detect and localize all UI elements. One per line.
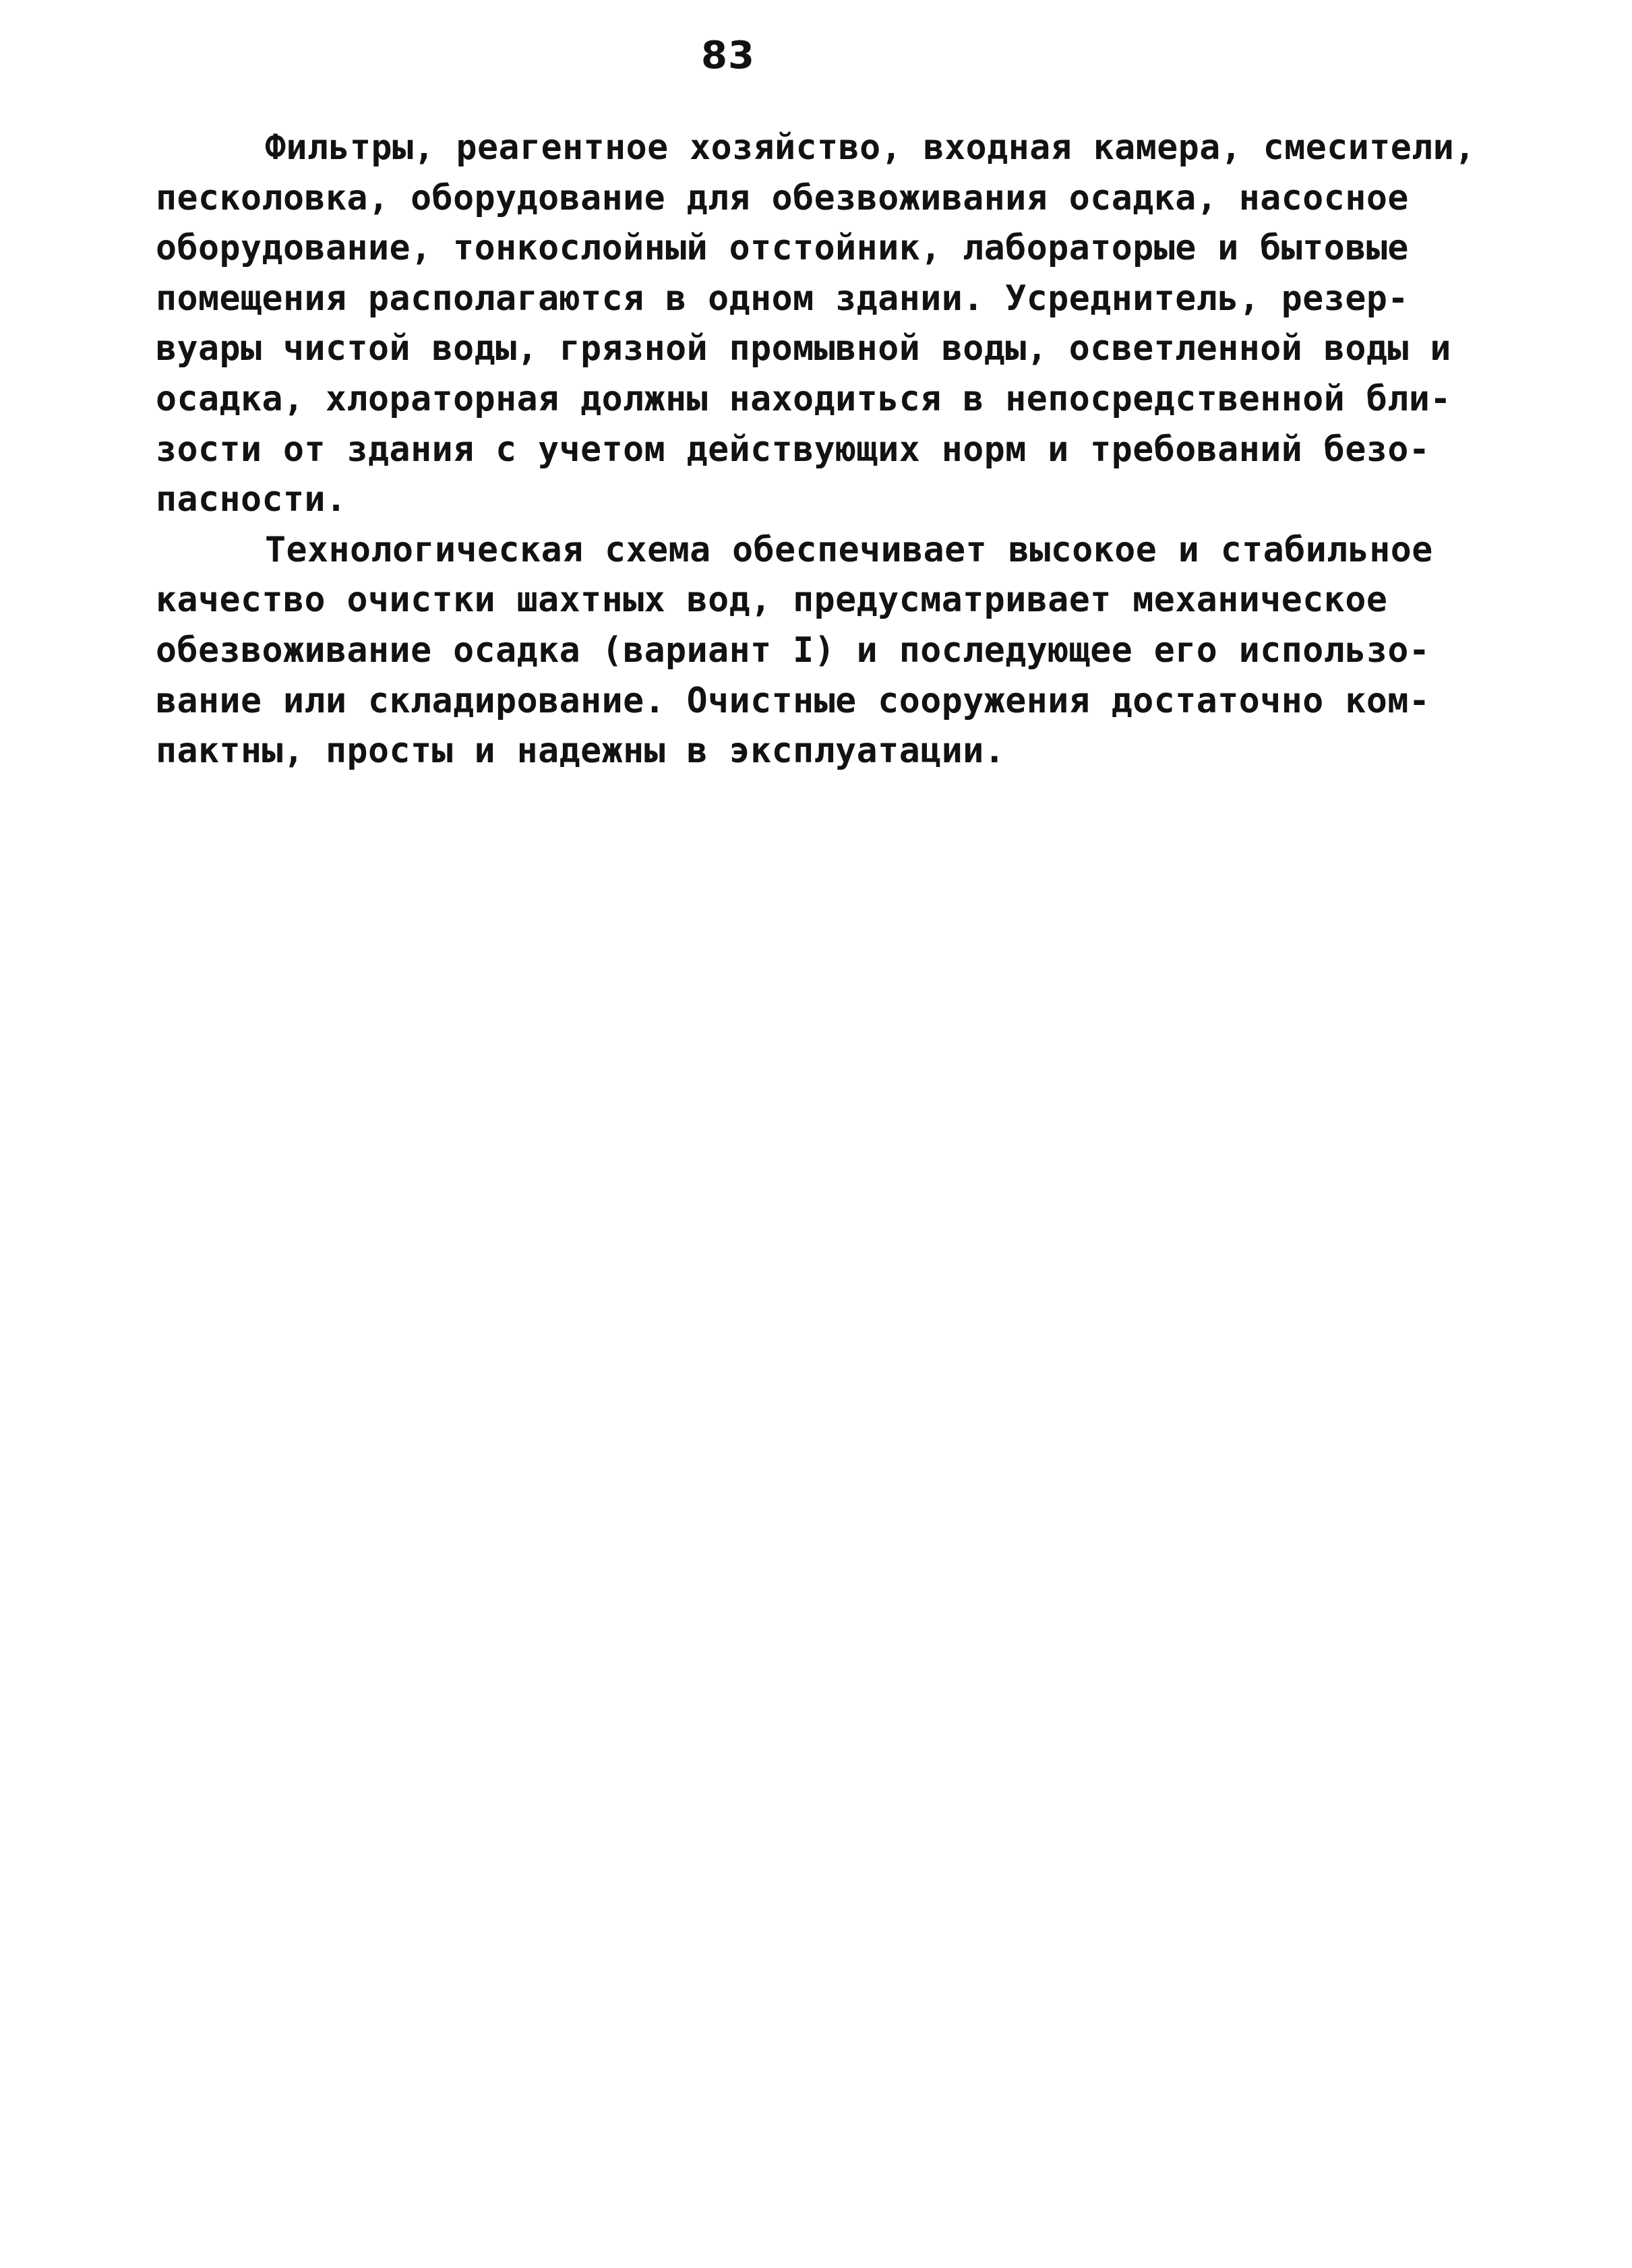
paragraph-1-line-8: пасности. xyxy=(156,479,347,520)
paragraph-1-line-6: осадка, хлораторная должны находиться в непосредственной бли- xyxy=(156,378,1451,419)
paragraph-1-line-5: вуары чистой воды, грязной промывной воды, осветленной воды и xyxy=(156,328,1451,369)
paragraph-2-line-5: пактны, просты и надежны в эксплуатации. xyxy=(156,731,1006,772)
paragraph-2-line-3: обезвоживание осадка (вариант I) и последующее его использо- xyxy=(156,630,1430,671)
body-text xyxy=(156,123,1504,776)
paragraph-1-line-4: помещения располагаются в одном здании. Усреднитель, резер- xyxy=(156,278,1409,319)
paragraph-1-line-3: оборудование, тонкослойный отстойник, лабораторые и бытовые xyxy=(156,228,1409,269)
paragraph-1-line-1: Фильтры, реагентное хозяйство, входная камера, смесители, xyxy=(265,127,1476,168)
paragraph-2-line-1: Технологическая схема обеспечивает высокое и стабильное xyxy=(265,529,1433,570)
paragraph-2 xyxy=(156,525,1504,776)
paragraph-1-line-7: зости от здания с учетом действующих норм и требований безо- xyxy=(156,429,1430,470)
paragraph-2-line-4: вание или складирование. Очистные сооружения достаточно ком- xyxy=(156,680,1430,721)
paragraph-2-line-2: качество очистки шахтных вод, предусматривает механическое xyxy=(156,580,1388,621)
paragraph-1-line-2: песколовка, оборудование для обезвоживания осадка, насосное xyxy=(156,177,1409,218)
page-number: 83 xyxy=(701,34,755,78)
paragraph-1 xyxy=(156,123,1504,525)
